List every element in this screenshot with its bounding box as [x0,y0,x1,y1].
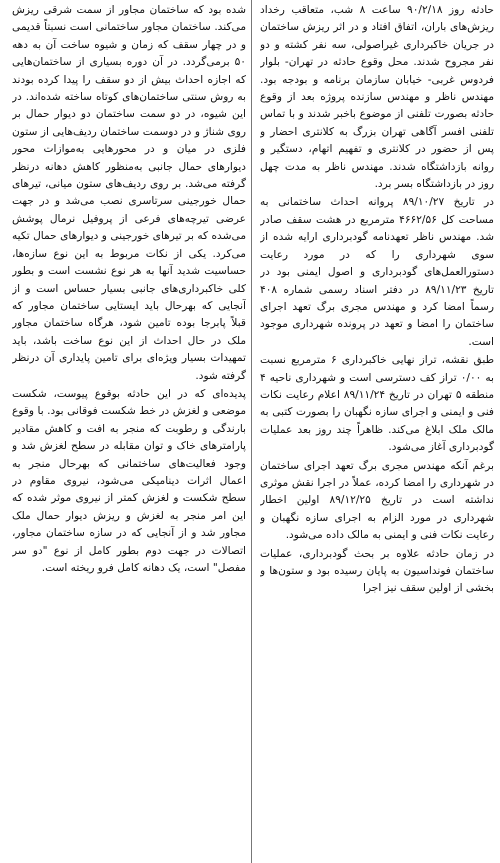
paragraph-adjacent-building: شده بود که ساختمان مجاور از سمت شرقی ریزش می‌کند. ساختمان مجاور ساختمانی است نسبتاً قدیمی و در چهار سقف که زمان و شیوه ساخت آن به دهه ۵۰ برمی‌گردد. در آن دوره بسیاری از ساختمان‌هایی که اجازه احداث بیش از دو سقف را پیدا کرده بودند به روش سنتی ساختمان‌های کوتاه ساخته شده‌اند. در این شیوه، در دو سمت ساختمان دو دیوار حمال بر روی شناژ و در دوسمت ساختمان ردیف‌هایی از ستون فلزی در میان و در محورهایی به‌موازات محور دیوارهای حمال جانبی به‌منظور کاهش دهانه درنظر گرفته می‌شد. بر روی ردیف‌های ستون میانی، تیرهای حمال خورجینی سرتاسری نصب می‌شد و در جهت عرضی تیرچه‌های فرعی از پروفیل نرمال پوشش می‌شده که بر تیرهای خورجینی و دیوارهای حمال تکیه می‌کرد. یکی از نکات مربوط به این نوع سازه‌ها، حساسیت شدید آنها به هر نوع نشست است و بطور کلی خاکبرداری‌های جانبی بسیار حساس است و از آنجایی که بهرحال باید ایستایی ساختمان مجاور که قبلاً پابرجا بوده تامین شود، هرگاه ساختمان مجاور ملک در حال احداث از این نوع ساخت باشد، باید تمهیدات بسیار ویژه‌ای برای تامین پایداری آن درنظر گرفته شود. [12,4,246,382]
paragraph-foundation-status: در زمان حادثه علاوه بر بحث گودبرداری، عملیات ساختمان فونداسیون به پایان رسیده بود و ستون‌ها و بخشی از اولین سقف نیز اجرا [260,547,494,595]
right-text-column [260,2,494,858]
paragraph-construction-permit: در تاریخ ۸۹/۱۰/۲۷ پروانه احداث ساختمانی به مساحت کل ۴۶۶۲/۵۶ مترمربع در هشت سقف صادر شد. مهندس ناظر تعهدنامه گودبرداری ارایه شده از سوی شهرداری را که در مورد رعایت دستورالعمل‌های گودبرداری و اصول ایمنی بود در تاریخ ۸۹/۱۱/۲۳ در دفتر اسناد رسمی شماره ۴۰۸ رسماً امضا کرد و مهندس مجری برگ تعهد اجرای ساختمان را امضا و تعهد در پرونده شهرداری موجود است. [260,196,494,348]
column-divider [251,0,252,863]
paragraph-municipality-warning: برغم آنکه مهندس مجری برگ تعهد اجرای ساختمان در شهرداری را امضا کرده، عملاً در اجرا نقش موثری نداشته است در تاریخ ۸۹/۱۲/۲۵ اولین اخطار شهرداری در مورد الزام به اجرای سازه نگهبان و رعایت نکات فنی و ایمنی به مالک داده می‌شود. [260,459,494,542]
paragraph-excavation-level: طبق نقشه، تراز نهایی خاکبرداری ۶ مترمربع نسبت به ۰/۰۰ تراز کف دسترسی است و شهرداری ناحیه ۴ منطقه ۵ تهران در تاریخ ۸۹/۱۱/۲۴ اعلام رعایت نکات فنی و ایمنی و اجرای سازه نگهبان را بصورت کتبی به مالک ملک ابلاغ می‌کند. ظاهراً چند روز بعد عملیات گودبرداری آغاز می‌شود. [260,354,494,454]
paragraph-failure-mechanism: پدیده‌ای که در این حادثه بوقوع پیوست، شکست موضعی و لغزش در خط شکست فوقانی بود. با وقوع بارندگی و رطوبت که منجر به افت و کاهش مقادیر پارامترهای خاک و توان مقابله در سطح لغزش شد و وجود فعالیت‌های ساختمانی که بهرحال منجر به اعمال اثرات دینامیکی می‌شود، نیروی مقاوم در سطح شکست و لغزش کمتر از نیروی موثر شده که این امر منجر به لغزش و ریزش دیوار حمال ملک مجاور شد و از آنجایی که در سازه ساختمان مجاور، اتصالات در جهت دوم بطور کامل از نوع "دو سر مفصل" است، یک دهانه کامل فرو ریخته است. [12,387,246,574]
paragraph-incident-report: حادثه روز ۹۰/۲/۱۸ ساعت ۸ شب، متعاقب رخداد ریزش‌های باران، اتفاق افتاد و در اثر ریزش ساختمان در جریان خاکبرداری غیراصولی، سه نفر کشته و دو نفر مجروح شدند. محل وقوع حادثه در تهران- بلوار فردوس غربی- خیابان سازمان برنامه و بودجه بود. مهندس ناظر و مهندس سازنده پروژه بعد از وقوع حادثه بصورت تلفنی از موضوع باخبر شدند و با تماس تلفنی افسر آگاهی تهران بزرگ به کلانتری احضار و پس از حضور در کلانتری و تفهیم اتهام، دستگیر و روانه بازداشتگاه شدند. مهندس ناظر به مدت چهل روز در بازداشتگاه بسر برد. [260,4,494,191]
left-text-column [12,2,246,858]
